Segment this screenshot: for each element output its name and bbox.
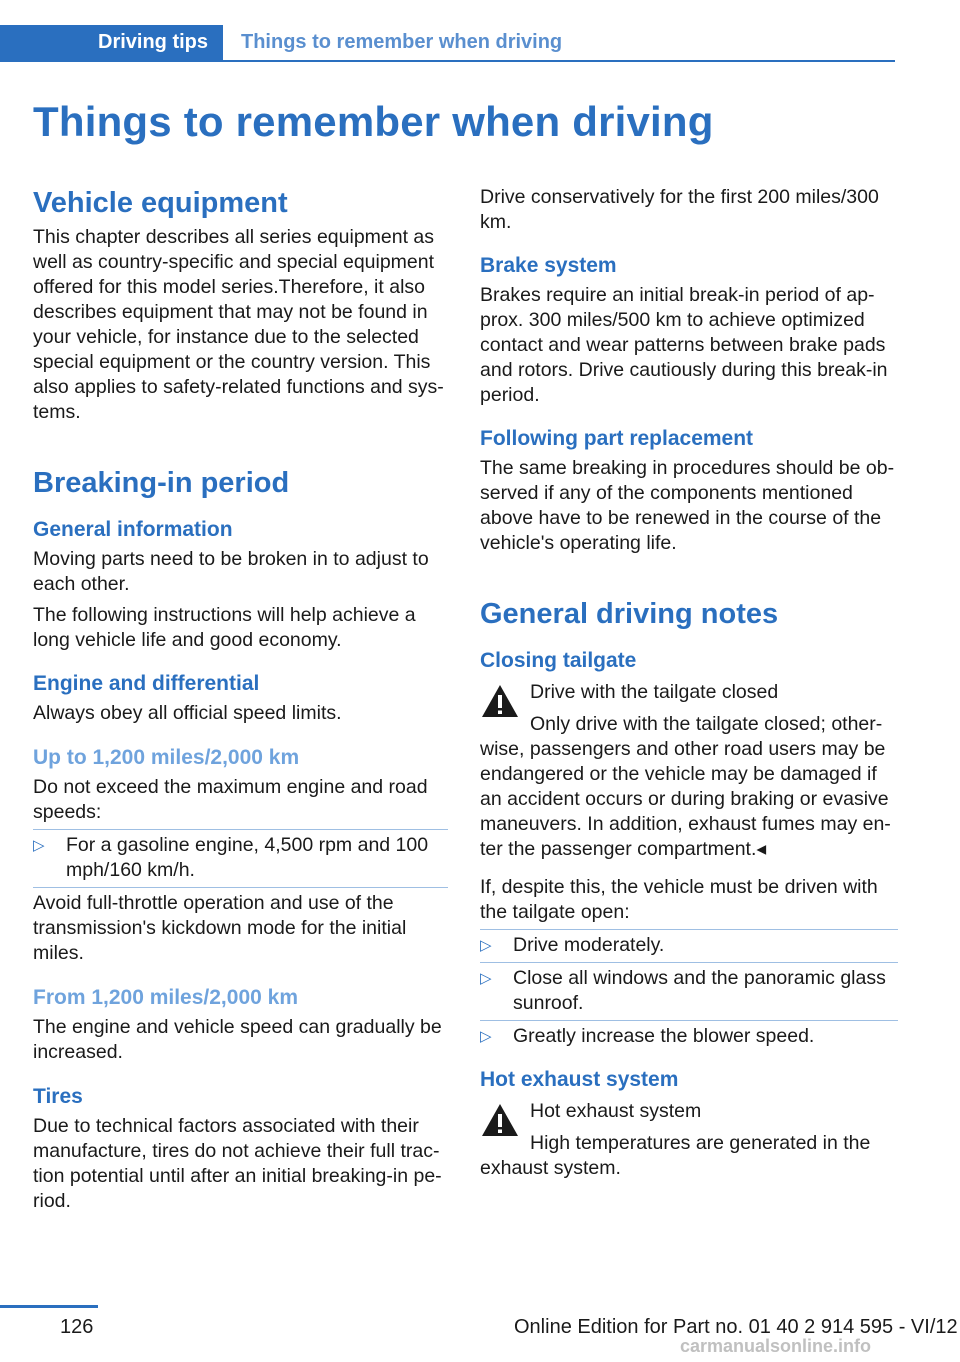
bullet-divider bbox=[33, 887, 448, 888]
up-to-bullet-text: For a gasoline engine, 4,500 rpm and 100 mph/160 km/h. bbox=[66, 834, 429, 881]
vehicle-equipment-heading: Vehicle equipment bbox=[33, 187, 288, 219]
engine-text: Always obey all official speed limits. bbox=[33, 702, 342, 724]
triangle-bullet-icon: ▷ bbox=[480, 1028, 492, 1045]
right-column bbox=[480, 185, 898, 1181]
tires-text: Due to technical factors associated with their manufacture, tires do not achieve their full trac-tion potential until after an initial breaking-in pe-riod. bbox=[33, 1115, 442, 1212]
up-to-heading: Up to 1,200 miles/2,000 km bbox=[33, 746, 300, 769]
header-bar bbox=[0, 25, 895, 62]
footer-divider bbox=[0, 1305, 98, 1308]
page-title: Things to remember when driving bbox=[33, 98, 714, 145]
hot-exhaust-heading: Hot exhaust system bbox=[480, 1068, 679, 1091]
list-item bbox=[480, 933, 898, 958]
page-number: 126 bbox=[60, 1316, 94, 1338]
tailgate-warning-first-line: Only drive with the tailgate closed; other- bbox=[530, 713, 883, 735]
avoid-text: Avoid full-throttle operation and use of the transmission's kickdown mode for the initial miles. bbox=[33, 892, 407, 964]
tailgate-warning-title: Drive with the tailgate closed bbox=[530, 681, 779, 703]
brake-heading: Brake system bbox=[480, 254, 617, 277]
engine-heading: Engine and differential bbox=[33, 672, 260, 695]
tailgate-warning bbox=[480, 680, 898, 862]
general-info-heading: General information bbox=[33, 518, 233, 541]
general-info-text-1: Moving parts need to be broken in to adjust to each other. bbox=[33, 548, 429, 595]
bullet-text: Drive moderately. bbox=[513, 934, 665, 956]
bullet-text: Greatly increase the blower speed. bbox=[513, 1025, 815, 1047]
vehicle-equipment-text: This chapter describes all series equipment as well as country-specific and special equipment offered for this model series.Therefore, it also describes equipment that may not be found in your vehicle, for instance due to the selected special equipment or the country version. This also applies to safety-related functions and sys-tems. bbox=[33, 226, 444, 423]
triangle-bullet-icon: ▷ bbox=[480, 937, 492, 954]
drive-conservatively-text: Drive conservatively for the first 200 miles/300 km. bbox=[480, 186, 879, 233]
general-info-text-2: The following instructions will help achieve a long vehicle life and good economy. bbox=[33, 604, 416, 651]
hot-exhaust-warning bbox=[480, 1099, 898, 1181]
left-column bbox=[33, 185, 448, 1214]
section-tab[interactable]: Things to remember when driving bbox=[241, 31, 563, 53]
triangle-bullet-icon: ▷ bbox=[33, 837, 45, 854]
from-text: The engine and vehicle speed can gradually be increased. bbox=[33, 1016, 442, 1063]
general-notes-heading: General driving notes bbox=[480, 598, 779, 630]
bullet-divider bbox=[480, 962, 898, 963]
tires-heading: Tires bbox=[33, 1085, 83, 1108]
up-to-text: Do not exceed the maximum engine and road speeds: bbox=[33, 776, 428, 823]
list-item bbox=[480, 966, 898, 1016]
bullet-divider bbox=[33, 829, 448, 830]
list-item bbox=[33, 833, 448, 883]
from-heading: From 1,200 miles/2,000 km bbox=[33, 986, 298, 1009]
hot-exhaust-warning-title: Hot exhaust system bbox=[530, 1100, 702, 1122]
bullet-divider bbox=[480, 929, 898, 930]
watermark: carmanualsonline.info bbox=[680, 1336, 872, 1356]
chapter-tab[interactable]: Driving tips bbox=[0, 25, 223, 62]
breaking-in-heading: Breaking-in period bbox=[33, 467, 290, 499]
hot-exhaust-warning-first-line: High temperatures are generated in the bbox=[530, 1132, 871, 1154]
following-text: The same breaking in procedures should be ob-served if any of the components mentioned above have to be renewed in the course of the vehicle's operating life. bbox=[480, 457, 895, 554]
following-heading: Following part replacement bbox=[480, 427, 754, 450]
tailgate-warning-text: wise, passengers and other road users may be endangered or the vehicle may be damaged if an accident occurs or during braking or evasive maneuvers. In addition, exhaust fumes may en-ter the passenger compartment.◂ bbox=[480, 738, 891, 860]
despite-text: If, despite this, the vehicle must be driven with the tailgate open: bbox=[480, 876, 878, 923]
brake-text: Brakes require an initial break-in period of ap-prox. 300 miles/500 km to achieve optimized contact and wear patterns between brake pads and rotors. Drive cautiously during this break-in period. bbox=[480, 284, 888, 406]
warning-icon bbox=[480, 683, 520, 719]
edition-text: Online Edition for Part no. 01 40 2 914 595 - VI/12 bbox=[514, 1316, 958, 1338]
hot-exhaust-warning-text: exhaust system. bbox=[480, 1157, 621, 1179]
bullet-text: Close all windows and the panoramic glass sunroof. bbox=[513, 967, 886, 1014]
triangle-bullet-icon: ▷ bbox=[480, 970, 492, 987]
bullet-divider bbox=[480, 1020, 898, 1021]
warning-icon bbox=[480, 1102, 520, 1138]
closing-heading: Closing tailgate bbox=[480, 649, 637, 672]
list-item bbox=[480, 1024, 898, 1049]
